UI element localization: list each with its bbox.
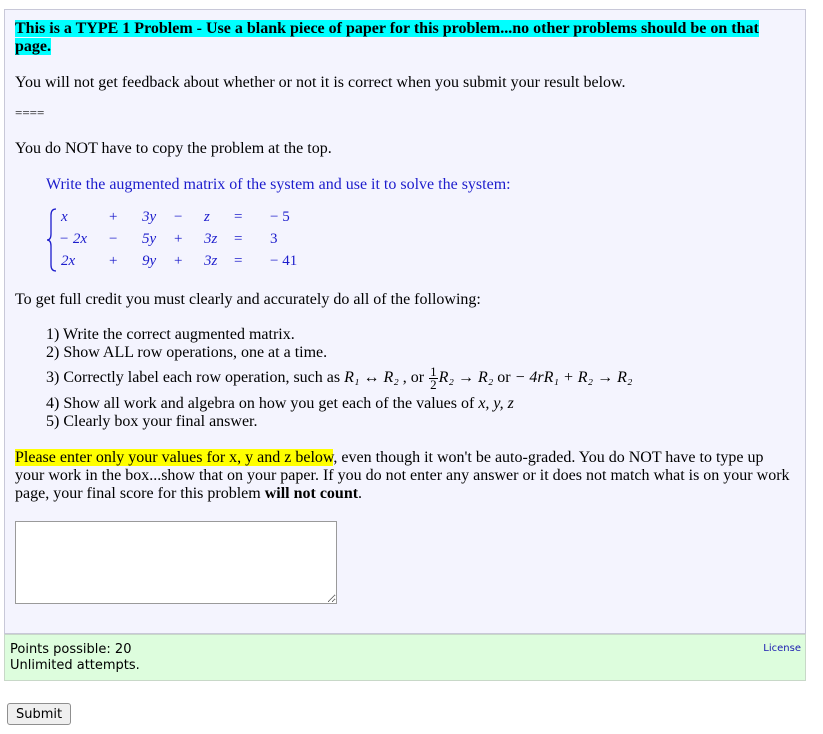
fraction-denominator: 2 — [430, 377, 437, 392]
copy-note: You do NOT have to copy the problem at the top. — [15, 140, 332, 157]
equation-system — [46, 208, 346, 272]
eq2-equals: = — [234, 231, 243, 247]
license-link[interactable]: License — [763, 643, 801, 654]
eq1-term-y: 3y — [142, 209, 157, 225]
entry-highlight: Please enter only your values for x, y and z below — [15, 449, 334, 466]
answer-textarea[interactable] — [15, 521, 337, 604]
step-5: 5) Clearly box your final answer. — [46, 413, 258, 430]
credit-intro: To get full credit you must clearly and accurately do all of the following: — [15, 291, 481, 308]
step-3-combo: − 4rR₁ + R₂ → R₂ — [514, 369, 633, 387]
eq3-op-2: + — [174, 253, 183, 269]
problem-prompt: Write the augmented matrix of the system and use it to solve the system: — [46, 176, 511, 193]
credit-steps — [46, 326, 795, 431]
eq1-term-z: z — [204, 209, 210, 225]
eq3-term-z: 3z — [204, 253, 218, 269]
step-3 — [46, 366, 795, 391]
entry-rest-a: , even though it won't be auto-graded. You do NOT have to type up your work in the box...show that on your paper. If you do not enter any answer or it does not match what is on your work page, your final score for this problem — [15, 449, 790, 502]
equation-row-1 — [46, 208, 346, 228]
step-4-vars: x, y, z — [478, 395, 514, 412]
eq3-equals: = — [234, 253, 243, 269]
eq1-op-2: − — [174, 209, 183, 225]
eq2-term-x: − 2x — [59, 231, 88, 247]
entry-instructions — [15, 449, 795, 503]
step-4 — [46, 395, 795, 413]
eq1-equals: = — [234, 209, 243, 225]
question-panel — [4, 9, 806, 634]
submit-button[interactable]: Submit — [7, 703, 71, 725]
step-1: 1) Write the correct augmented matrix. — [46, 326, 295, 343]
entry-bold: will not count — [264, 485, 359, 502]
eq2-term-z: 3z — [204, 231, 218, 247]
entry-rest-b: . — [358, 485, 363, 502]
points-panel — [4, 634, 806, 681]
equation-row-2 — [46, 230, 346, 250]
problem-type-note — [15, 20, 795, 56]
step-2: 2) Show ALL row operations, one at a time. — [46, 344, 328, 361]
step-3-or-2: or — [493, 369, 515, 387]
attempts-info: Unlimited attempts. — [10, 658, 140, 673]
eq1-term-x: x — [61, 209, 68, 225]
fraction-numerator: 1 — [430, 364, 437, 379]
eq3-op-1: + — [109, 253, 118, 269]
step-4-text: 4) Show all work and algebra on how you get each of the values of — [46, 395, 479, 412]
equation-row-3 — [46, 252, 346, 272]
eq2-term-y: 5y — [142, 231, 157, 247]
points-possible: Points possible: 20 — [10, 642, 132, 657]
eq1-op-1: + — [109, 209, 118, 225]
step-3-swap: R₁ ↔ R₂ — [344, 369, 399, 387]
type-note-highlight: This is a TYPE 1 Problem - Use a blank piece of paper for this problem...no other problems should be on that page. — [15, 20, 759, 55]
eq1-rhs: − 5 — [270, 209, 290, 225]
feedback-note: You will not get feedback about whether or not it is correct when you submit your result below. — [15, 74, 626, 91]
eq2-rhs: 3 — [270, 231, 278, 247]
step-3-scale: R₂ → R₂ — [438, 369, 494, 387]
eq2-op-1: − — [109, 231, 118, 247]
eq3-term-y: 9y — [142, 253, 157, 269]
eq2-op-2: + — [174, 231, 183, 247]
step-3-text: 3) Correctly label each row operation, such as — [46, 369, 345, 387]
divider-rule: ==== — [15, 105, 45, 120]
step-3-fraction — [429, 366, 438, 391]
eq3-term-x: 2x — [61, 253, 76, 269]
step-3-or-1: , or — [398, 369, 429, 387]
eq3-rhs: − 41 — [270, 253, 298, 269]
